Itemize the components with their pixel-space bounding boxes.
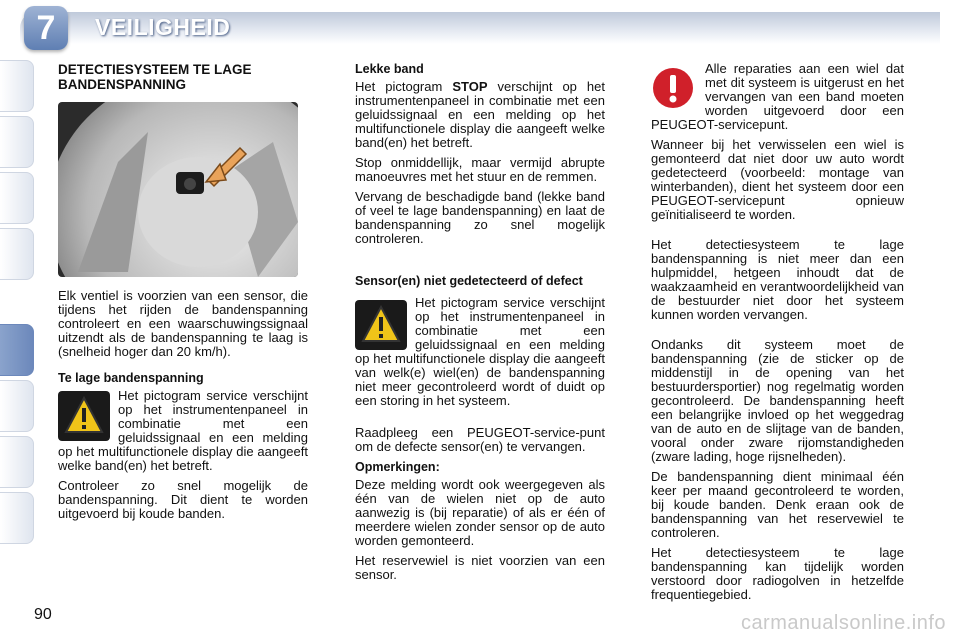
- radio-text: Het detectiesysteem te lage bandenspanning kan tijdelijk worden verstoord door radiogolven in hetzelfde frequentiegebied.: [651, 545, 904, 602]
- flat-tyre-text: [355, 80, 605, 150]
- low-pressure-advice: Controleer zo snel mogelijk de bandenspanning. Dit dient te worden uitgevoerd bij koude banden.: [58, 478, 308, 521]
- chapter-tab[interactable]: [0, 436, 34, 488]
- flat-text-post: verschijnt op het instrumentenpaneel in combinatie met een geluidssignaal en een melding op het multifunctionele display die aangeeft welke band(en) het betreft.: [355, 79, 605, 150]
- remarks-heading: Opmerkingen:: [355, 460, 440, 474]
- exclamation-icon: [651, 66, 695, 110]
- remarks-text-2: Het reservewiel is niet voorzien van een sensor.: [355, 553, 605, 582]
- column-3: [651, 62, 904, 608]
- column-1: [58, 62, 308, 527]
- chapter-tab-active[interactable]: [0, 324, 34, 376]
- section-heading: DETECTIESYSTEEM TE LAGE BANDENSPANNING: [58, 62, 252, 92]
- aid-text: Het detectiesysteem te lage bandenspanning is niet meer dan een hulpmiddel, hetgeen inhoudt dat de waakzaamheid en verantwoordelijkheid van de bestuurder niet door het systeem kunnen worden vervangen.: [651, 237, 904, 322]
- chapter-tab[interactable]: [0, 116, 34, 168]
- page-title: VEILIGHEID: [95, 14, 231, 40]
- sensor-heading: Sensor(en) niet gedetecteerd of defect: [355, 274, 583, 288]
- repair-notice: Alle reparaties aan een wiel dat met dit systeem is uitgerust en het vervangen van een band moeten worden uitgevoerd door een PEUGEOT-servicepunt.: [651, 61, 904, 132]
- monthly-text: De bandenspanning dient minimaal één keer per maand gecontroleerd te worden, bij koude banden. Denk eraan ook de bandenspanning van het reservewiel te controleren.: [651, 469, 904, 540]
- chapter-tab[interactable]: [0, 380, 34, 432]
- low-pressure-heading: Te lage bandenspanning: [58, 371, 204, 385]
- check-text: Ondanks dit systeem moet de bandenspanning (zie de sticker op de middenstijl in de opening van het bestuurdersportier) nog regelmatig worden gecontroleerd. De bandenspanning heeft een belangrijke invloed op het weggedrag van de auto en de slijtage van de banden, vooral onder zware rijomstandigheden (zware lading, hoge rijsnelheden).: [651, 337, 904, 464]
- warning-triangle-icon: [355, 300, 407, 350]
- flat-text-pre: Het pictogram: [355, 79, 453, 94]
- low-pressure-text: Het pictogram service verschijnt op het instrumentenpaneel in combinatie met een geluidssignaal en een melding op het multifunctionele display die aangeeft welke band(en) het betreft.: [58, 388, 308, 473]
- page-header: [20, 6, 940, 46]
- chapter-tab[interactable]: [0, 228, 34, 280]
- chapter-tab[interactable]: [0, 60, 34, 112]
- sensor-text-2: Raadpleeg een PEUGEOT-service-punt om de defecte sensor(en) te vervangen.: [355, 425, 605, 454]
- chapter-tab[interactable]: [0, 492, 34, 544]
- flat-tyre-text-3: Vervang de beschadigde band (lekke band of veel te lage bandenspanning) en laat de bandenspanning zo snel mogelijk controleren.: [355, 189, 605, 246]
- watermark: carmanualsonline.info: [740, 612, 946, 634]
- flat-tyre-text-2: Stop onmiddellijk, maar vermijd abrupte manoeuvres met het stuur en de remmen.: [355, 155, 605, 184]
- warning-triangle-icon: [58, 391, 110, 441]
- flat-tyre-heading: Lekke band: [355, 62, 424, 76]
- page-number: 90: [34, 606, 52, 623]
- chapter-number: 7: [24, 6, 68, 50]
- column-2: [355, 62, 605, 588]
- chapter-tab[interactable]: [0, 172, 34, 224]
- reinit-text: Wanneer bij het verwisselen een wiel is gemonteerd dat niet door uw auto wordt gedetecteerd (voorbeeld: montage van winterbanden), dient het systeem door een PEUGEOT-servicepunt opnieuw geïnitialiseerd te worden.: [651, 137, 904, 222]
- chapter-tabs: [0, 60, 34, 580]
- wheel-valve-photo: [58, 102, 298, 277]
- remarks-text: Deze melding wordt ook weergegeven als één van de wielen niet op de auto aanwezig is (bij reparatie) of als er één of meerdere wielen zonder sensor op de auto worden gemonteerd.: [355, 477, 605, 548]
- stop-label: STOP: [452, 79, 488, 94]
- intro-text: Elk ventiel is voorzien van een sensor, die tijdens het rijden de bandenspanning controleert en een waarschuwingssignaal uitzendt als de bandenspanning te laag is (snelheid hoger dan 20 km/h).: [58, 288, 308, 359]
- sensor-text: Het pictogram service verschijnt op het instrumentenpaneel in combinatie met een geluidssignaal en een melding op het multifunctionele display die aangeeft van welk(e) wiel(en) de bandenspanning niet meer gecontroleerd wordt of duidt op een storing in het systeem.: [355, 295, 605, 408]
